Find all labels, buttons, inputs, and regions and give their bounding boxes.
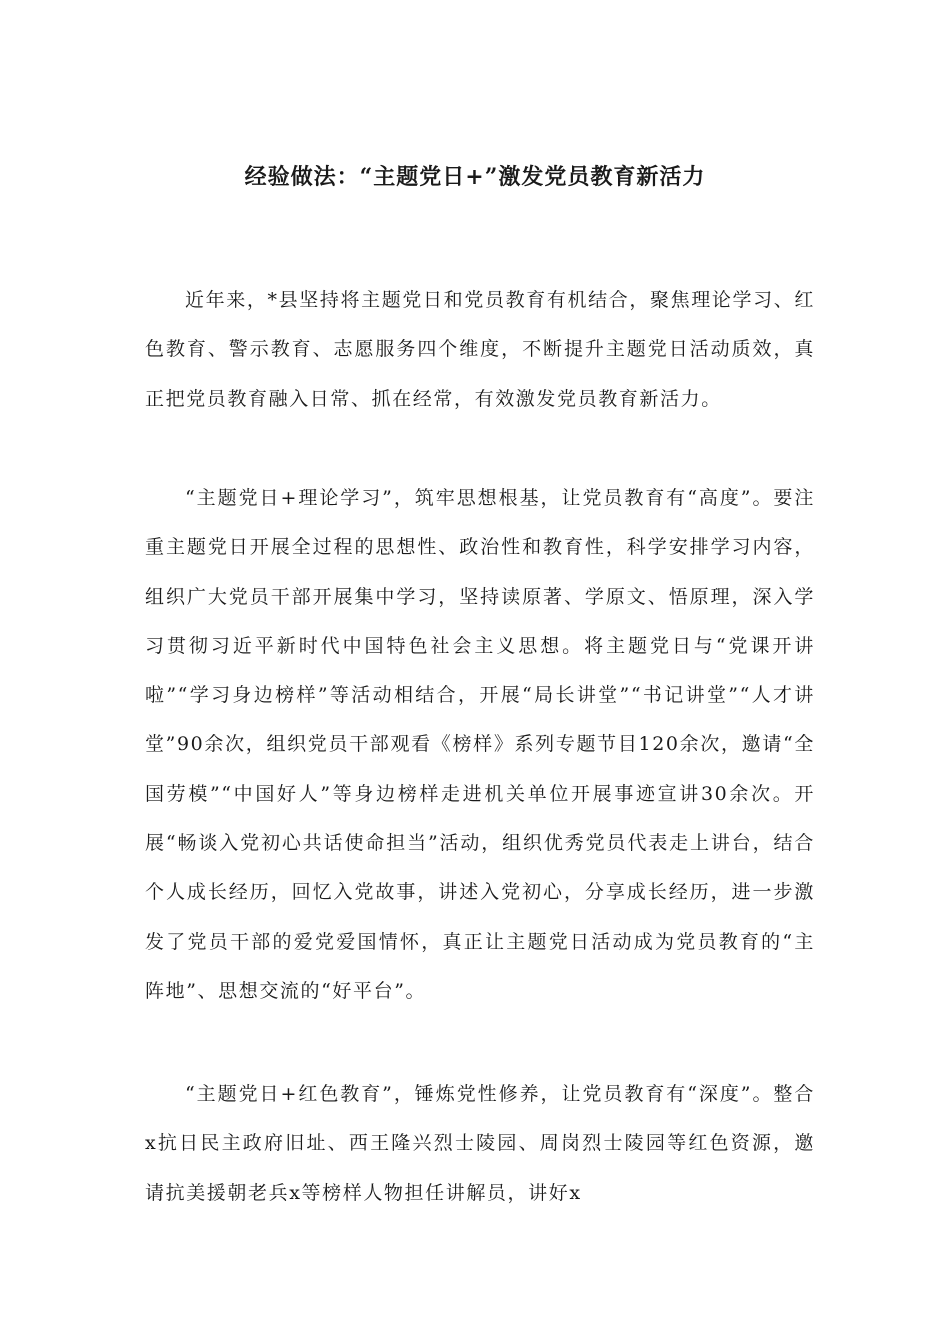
paragraph-theory-study: “主题党日+理论学习”，筑牢思想根基，让党员教育有“高度”。要注重主题党日开展全过程的思想性、政治性和教育性，科学安排学习内容，组织广大党员干部开展集中学习，坚持读原著、学原文、悟原理，深入学习贯彻习近平新时代中国特色社会主义思想。将主题党日与“党课开讲啦”“学习身边榜样”等活动相结合，开展“局长讲堂”“书记讲堂”“人才讲堂”90余次，组织党员干部观看《榜样》系列专题节目120余次，邀请“全国劳模”“中国好人”等身边榜样走进机关单位开展事迹宣讲30余次。开展“畅谈入党初心共话使命担当”活动，组织优秀党员代表走上讲台，结合个人成长经历，回忆入党故事，讲述入党初心，分享成长经历，进一步激发了党员干部的爱党爱国情怀，真正让主题党日活动成为党员教育的“主阵地”、思想交流的“好平台”。 [145,487,815,1002]
document-title: 经验做法：“主题党日+”激发党员教育新活力 [244,164,706,190]
paragraph-intro: 近年来，*县坚持将主题党日和党员教育有机结合，聚焦理论学习、红色教育、警示教育、志愿服务四个维度，不断提升主题党日活动质效，真正把党员教育融入日常、抓在经常，有效激发党员教育新活力。 [145,289,815,410]
paragraph-red-education: “主题党日+红色教育”，锤炼党性修养，让党员教育有“深度”。整合x抗日民主政府旧址、西王隆兴烈士陵园、周岗烈士陵园等红色资源，邀请抗美援朝老兵x等榜样人物担任讲解员，讲好x [145,1083,815,1204]
